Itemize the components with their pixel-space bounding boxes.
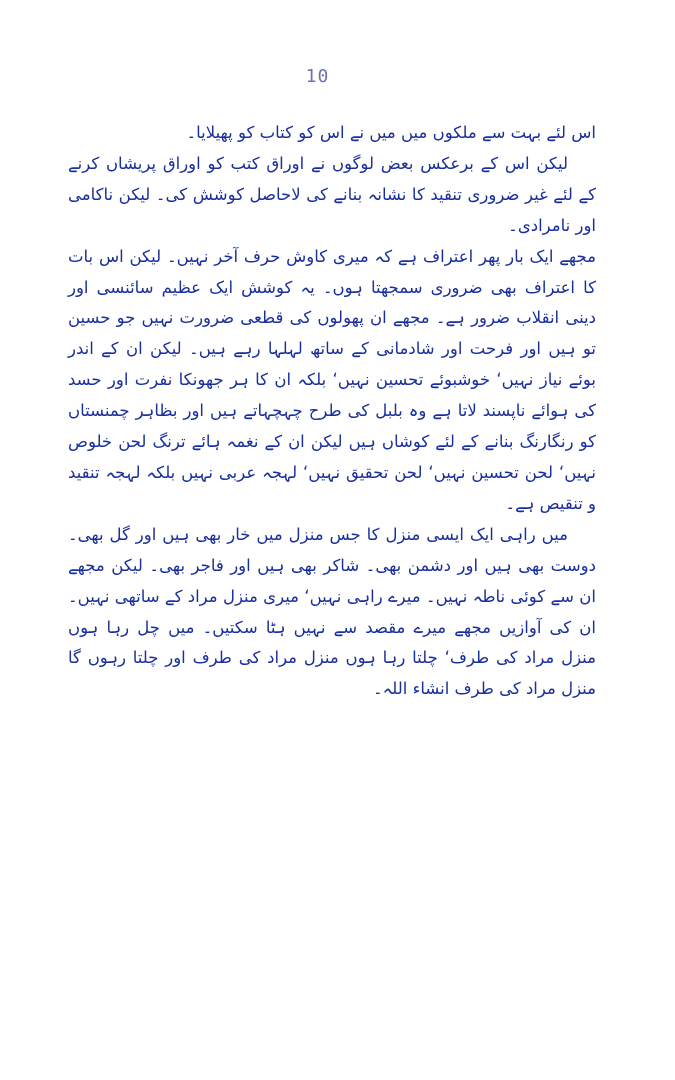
paragraph: لیکن اس کے برعکس بعض لوگوں نے اوراق کتب کو اوراق پریشاں کرنے کے لئے غیر ضروری تنقید کا نشانہ بنانے کی لاحاصل کوشش کی۔ لیکن ناکامی اور نامرادی۔ [68,153,596,235]
page-number: 10 [305,66,330,87]
paragraph: میں راہی ایک ایسی منزل کا جس منزل میں خار بھی ہیں اور گل بھی۔ دوست بھی ہیں اور دشمن بھی۔ شاکر بھی ہیں اور فاجر بھی۔ لیکن مجھے ان سے کوئی ناطہ نہیں۔ میرے راہی نہیں‘ میری منزل مراد کے ساتھی نہیں۔ ان کی آوازیں مجھے میرے مقصد سے نہیں ہٹا سکتیں۔ میں چل رہا ہوں منزل مراد کی طرف‘ چلتا رہا ہوں منزل مراد کی طرف اور چلتا رہوں گا منزل مراد کی طرف انشاء اللہ۔ [68,524,596,699]
page-text-body [68,118,596,705]
paragraph: مجھے ایک بار پھر اعتراف ہے کہ میری کاوش حرف آخر نہیں۔ لیکن اس بات کا اعتراف بھی ضروری سمجھتا ہوں۔ یہ کوشش ایک عظیم سائنسی اور دینی انقلاب ضرور ہے۔ مجھے ان پھولوں کی قطعی ضرورت نہیں جو حسین تو ہیں اور فرحت اور شادمانی کے ساتھ لہلہا رہے ہیں۔ لیکن ان کے اندر بوئے نیاز نہیں‘ خوشبوئے تحسین نہیں‘ بلکہ ان کا ہر جھونکا نفرت اور حسد کی ہوائے ناپسند لاتا ہے وہ بلبل کی طرح چہچہاتے ہیں اور بظاہر چمنستاں کو رنگارنگ بنانے کے لئے کوشاں ہیں لیکن ان کے نغمہ ہائے ترنگ لحن خلوص نہیں‘ لحن تحسین نہیں‘ لحن تحقیق نہیں‘ لہجہ عربی نہیں بلکہ لہجہ تنقید و تنقیص ہے۔ [68,246,596,513]
paragraph: اس لئے بہت سے ملکوں میں میں نے اس کو کتاب کو پھیلایا۔ [186,123,596,142]
